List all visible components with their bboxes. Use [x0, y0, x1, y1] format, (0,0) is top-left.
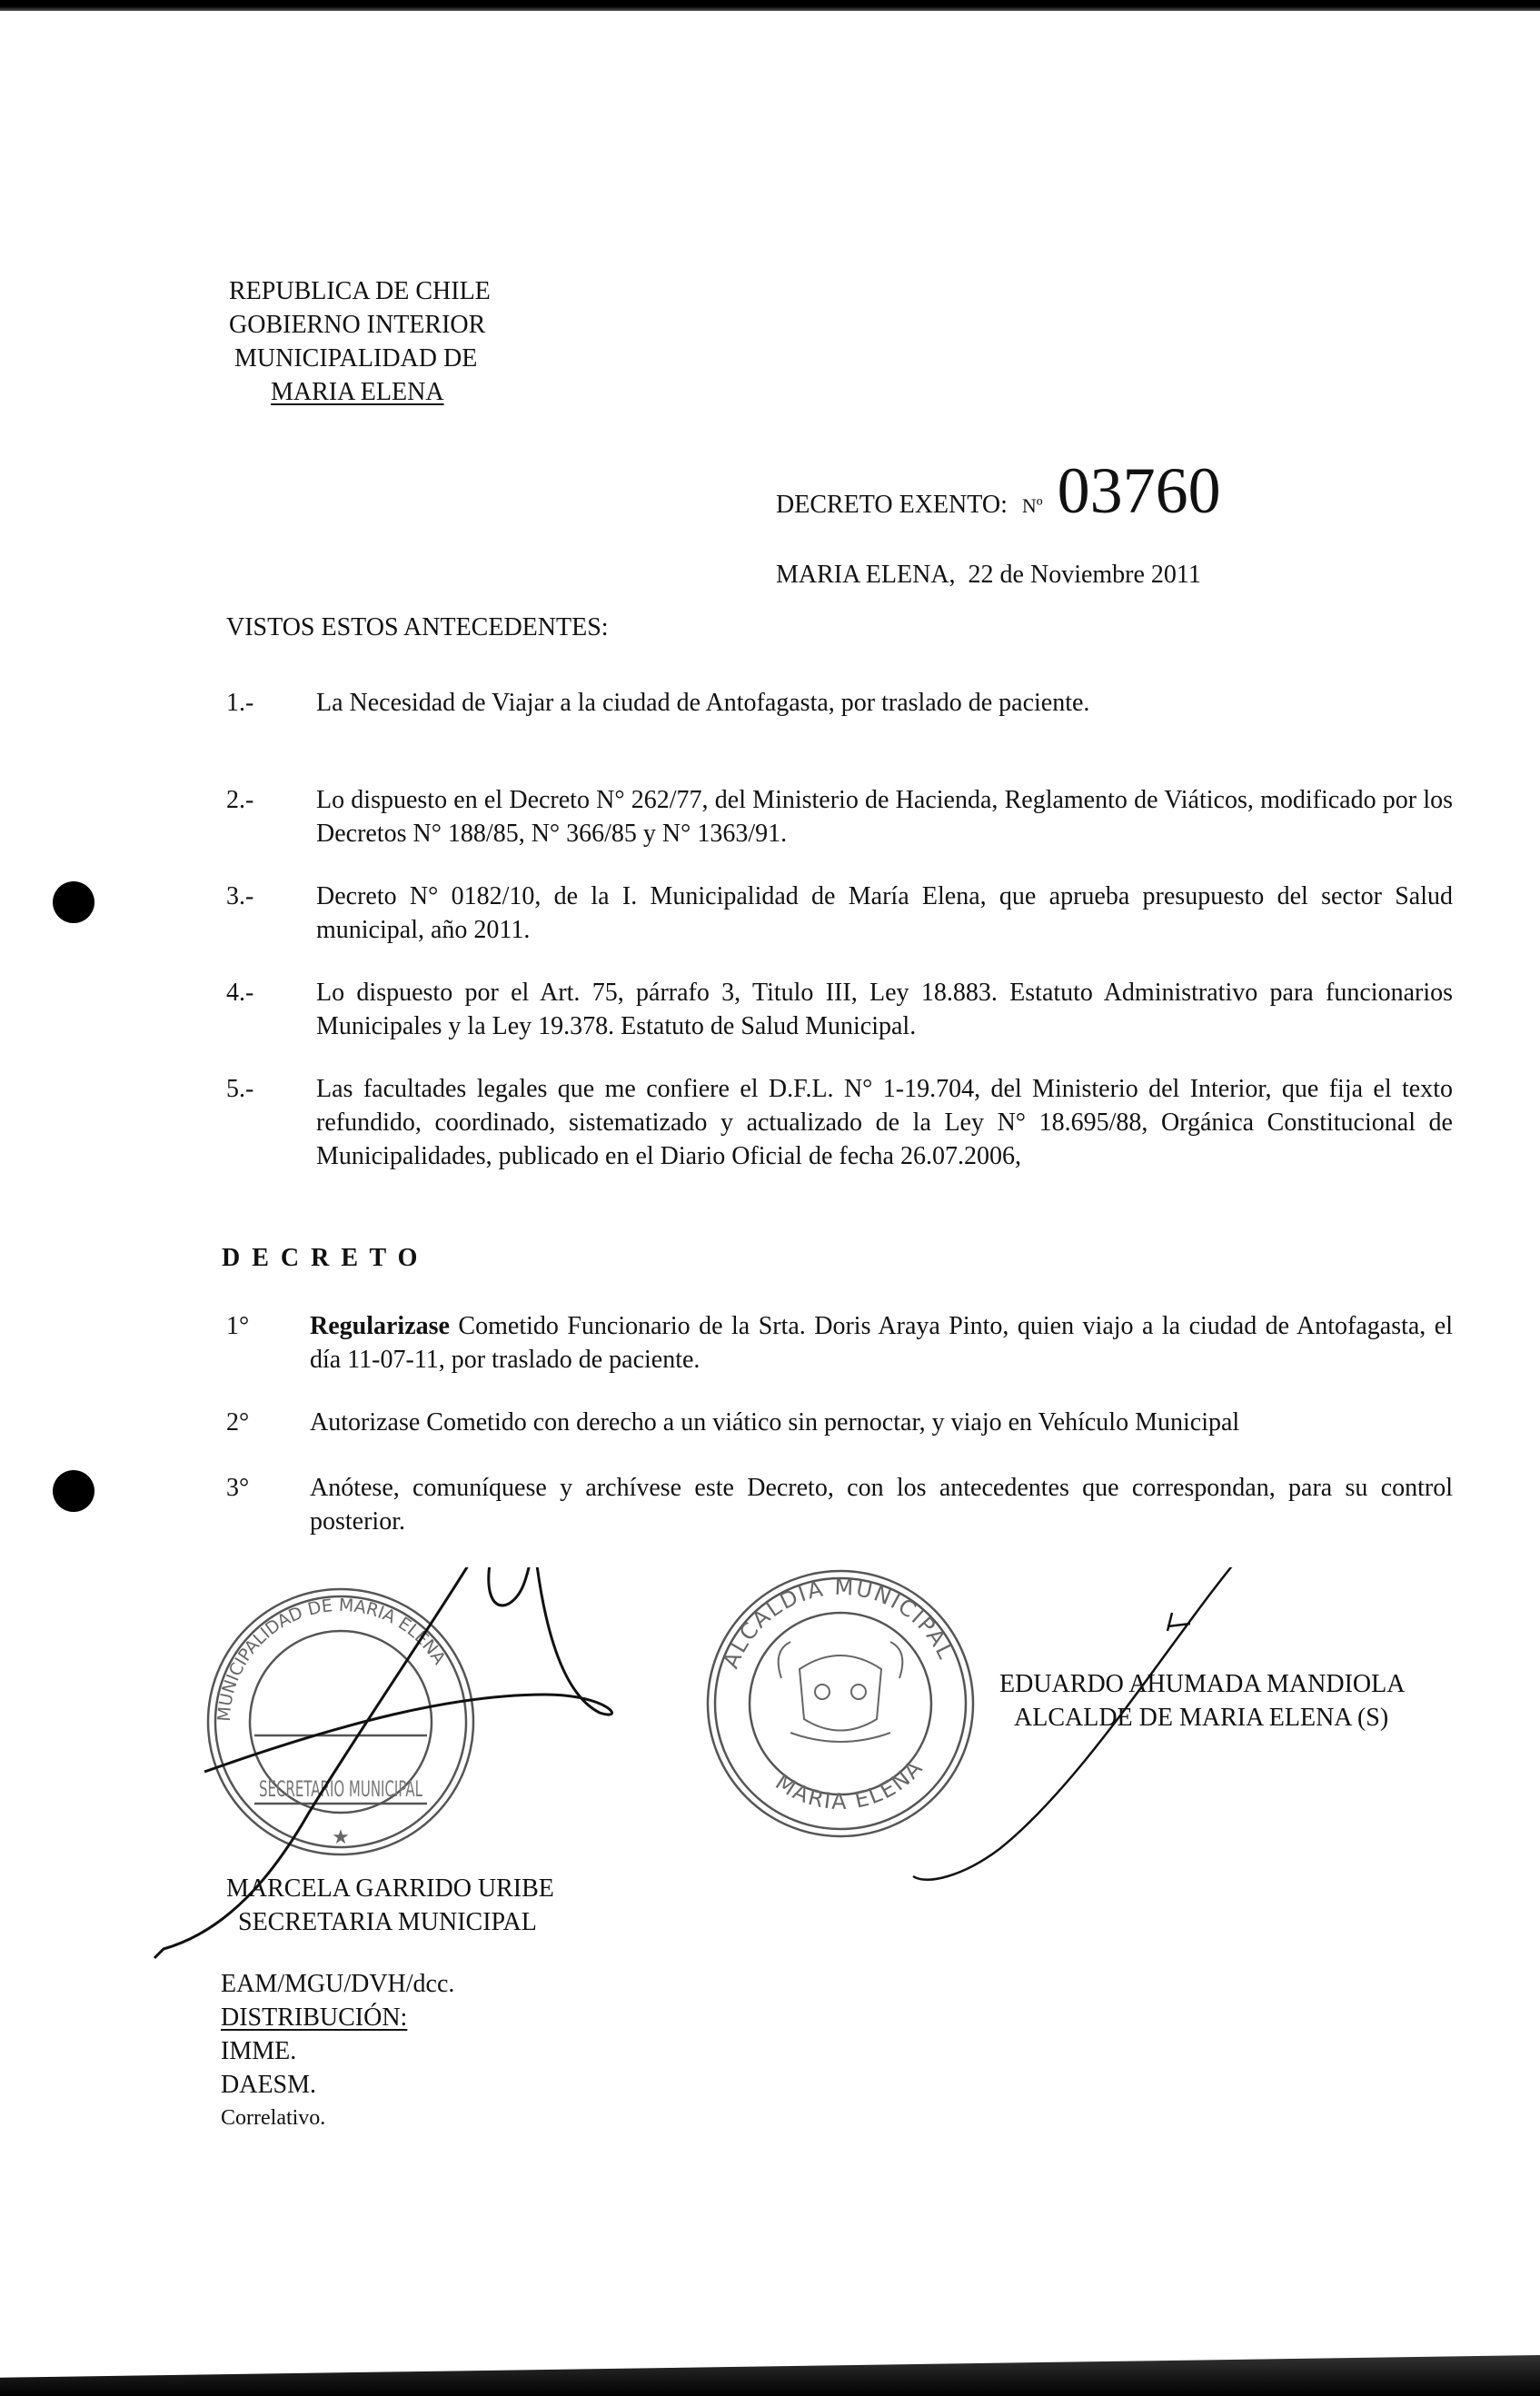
decree-number: 03760 — [1057, 454, 1221, 527]
distribution-item: DAESM. — [221, 2071, 317, 2099]
vistos-item — [226, 686, 1453, 720]
vistos-item — [226, 976, 1453, 1043]
signatures-layer — [0, 1567, 1272, 1967]
decree-date: 22 de Noviembre 2011 — [968, 561, 1201, 589]
item-number: 2.- — [226, 786, 254, 814]
item-number: 5.- — [226, 1075, 254, 1103]
secretary-title: SECRETARIA MUNICIPAL — [238, 1908, 537, 1936]
coat-of-arms-icon — [779, 1642, 903, 1742]
scan-top-border — [0, 0, 1540, 11]
vistos-item — [226, 880, 1453, 947]
svg-text:MUNICIPALIDAD DE MARIA ELENA — [214, 1596, 450, 1723]
mayor-name: EDUARDO AHUMADA MANDIOLA — [999, 1670, 1406, 1698]
punch-hole-bottom — [53, 1470, 94, 1512]
stamp-top-text: ALCALDIA MUNICIPAL — [718, 1574, 959, 1673]
stamp-bottom-text: MARIA ELENA — [770, 1754, 929, 1814]
decreto-item — [226, 1309, 1453, 1377]
svg-text:MARIA ELENA — [770, 1755, 928, 1814]
decree-label: DECRETO EXENTO: — [776, 491, 1008, 519]
mayor-signature — [999, 1667, 1405, 1735]
secretary-stamp — [204, 1586, 477, 1858]
scan-bottom-border — [0, 2355, 1540, 2396]
vistos-item — [226, 1072, 1453, 1173]
document-body — [214, 611, 1453, 2135]
letterhead-line: REPUBLICA DE CHILE — [229, 277, 491, 305]
mayor-stamp — [704, 1567, 977, 1840]
decreto-title: D E C R E T O — [222, 1244, 421, 1272]
letterhead-line: GOBIERNO INTERIOR — [229, 311, 486, 339]
item-number: 1.- — [226, 689, 254, 717]
footer — [221, 1967, 1453, 2135]
distribution-item: IMME. — [221, 2037, 297, 2065]
decree-place: MARIA ELENA, — [776, 561, 956, 589]
item-text — [310, 1309, 1453, 1377]
distribution-title: DISTRIBUCIÓN: — [221, 2003, 408, 2032]
item-text: Lo dispuesto en el Decreto N° 262/77, del Ministerio de Hacienda, Reglamento de Viáticos, modificado por los Decretos N° 188/85, N° 366/85 y N° 1363/91. — [316, 786, 1453, 848]
item-text: Lo dispuesto por el Art. 75, párrafo 3, Titulo III, Ley 18.883. Estatuto Administrativo para funcionarios Municipales y la Ley 19.378. Estatuto de Salud Municipal. — [316, 979, 1453, 1040]
item-bold: Regularizase — [310, 1312, 450, 1340]
correlativo: Correlativo. — [221, 2106, 326, 2130]
stamp-ring-text: MUNICIPALIDAD DE MARIA ELENA — [214, 1595, 450, 1723]
item-number: 1° — [226, 1312, 250, 1340]
item-text: La Necesidad de Viajar a la ciudad de Antofagasta, por traslado de paciente. — [316, 689, 1090, 717]
secretary-signature — [226, 1872, 554, 1939]
initials: EAM/MGU/DVH/dcc. — [221, 1970, 455, 1998]
decree-place-date — [776, 558, 1201, 592]
item-text: Las facultades legales que me confiere el D.F.L. N° 1-19.704, del Ministerio del Interior, que fija el texto refundido, coordinado, sistematizado y actualizado de la Ley N° 18.695/88, Orgánica Constitucional de Municipalidades, publicado en el Diario Oficial de fecha 26.07.2006, — [316, 1075, 1453, 1170]
svg-text:ALCALDIA MUNICIPAL — [718, 1575, 959, 1672]
vistos-item — [226, 783, 1453, 850]
item-number: 3° — [226, 1474, 250, 1502]
secretary-name: MARCELA GARRIDO URIBE — [226, 1874, 554, 1903]
punch-hole-top — [53, 881, 94, 923]
item-number: 4.- — [226, 979, 254, 1007]
stamp-band-text: SECRETARIO MUNICIPAL — [259, 1776, 423, 1802]
item-text: Autorizase Cometido con derecho a un viático sin pernoctar, y viajo en Vehículo Municipal — [310, 1408, 1240, 1437]
letterhead-line: MARIA ELENA — [271, 378, 444, 406]
star-icon: ★ — [332, 1825, 350, 1848]
decree-no-label: Nº — [1021, 494, 1043, 517]
item-number: 3.- — [226, 882, 254, 910]
decree-heading — [776, 454, 1221, 527]
item-body: Cometido Funcionario de la Srta. Doris Araya Pinto, quien viajo a la ciudad de Antofagasta, el día 11-07-11, por traslado de paciente. — [310, 1312, 1453, 1374]
signature-block — [214, 1567, 1453, 1967]
vistos-title: VISTOS ESTOS ANTECEDENTES: — [226, 613, 609, 641]
letterhead-line: MUNICIPALIDAD DE — [234, 344, 478, 373]
mayor-title: ALCALDE DE MARIA ELENA (S) — [1014, 1704, 1389, 1732]
item-text: Decreto N° 0182/10, de la I. Municipalidad de María Elena, que aprueba presupuesto del sector Salud municipal, año 2011. — [316, 882, 1453, 944]
decreto-item — [226, 1471, 1453, 1538]
item-text: Anótese, comuníquese y archívese este Decreto, con los antecedentes que correspondan, para su control posterior. — [310, 1474, 1453, 1536]
decreto-item — [226, 1406, 1453, 1439]
item-number: 2° — [226, 1408, 250, 1437]
